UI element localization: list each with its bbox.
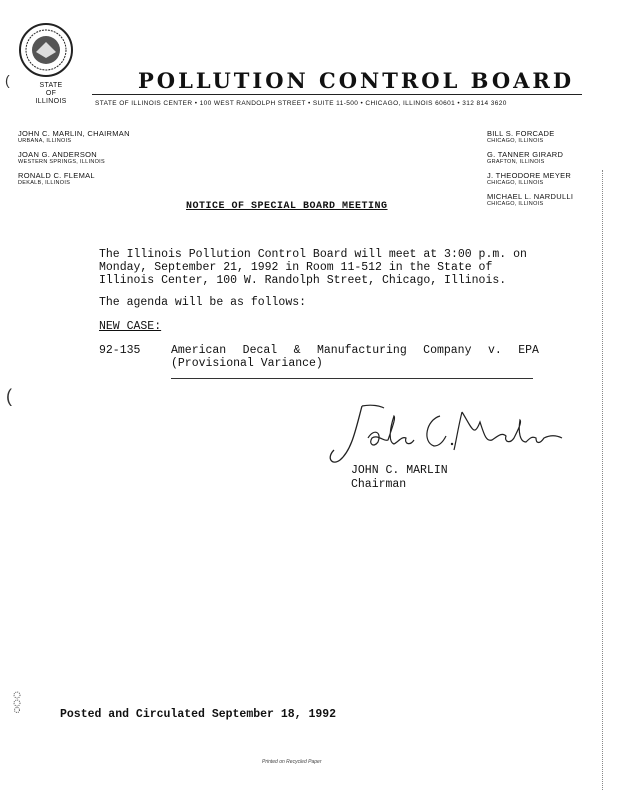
state-seal-icon xyxy=(18,22,74,78)
recycled-paper-note: Printed on Recycled Paper xyxy=(262,759,322,765)
case-rule xyxy=(171,378,533,379)
case-word: Manufacturing xyxy=(317,344,407,357)
member-entry xyxy=(18,171,130,187)
margin-mark: ( xyxy=(5,72,10,88)
case-type: (Provisional Variance) xyxy=(171,357,323,370)
member-name: G. TANNER GIRARD xyxy=(487,150,564,159)
member-entry xyxy=(487,150,573,166)
member-entry xyxy=(487,192,573,208)
page-edge xyxy=(602,170,603,790)
member-location: WESTERN SPRINGS, ILLINOIS xyxy=(18,159,105,165)
margin-mark: ( xyxy=(6,386,12,406)
member-name: JOHN C. MARLIN, CHAIRMAN xyxy=(18,129,130,138)
member-entry xyxy=(487,171,573,187)
recycle-mark-icon xyxy=(10,690,24,714)
agenda-intro: The agenda will be as follows: xyxy=(99,296,307,309)
notice-title: NOTICE OF SPECIAL BOARD MEETING xyxy=(186,201,388,212)
member-location: CHICAGO, ILLINOIS xyxy=(487,138,544,144)
member-name: MICHAEL L. NARDULLI xyxy=(487,192,574,201)
member-name: BILL S. FORCADE xyxy=(487,129,555,138)
address-line: STATE OF ILLINOIS CENTER • 100 WEST RANDOLPH STREET • SUITE 11-500 • CHICAGO, ILLINOIS 60601 • 312 814 3620 xyxy=(95,100,507,107)
member-entry xyxy=(487,129,573,145)
case-word: American xyxy=(171,344,227,357)
posted-line: Posted and Circulated September 18, 1992 xyxy=(60,708,337,721)
member-entry xyxy=(18,129,130,145)
member-location: CHICAGO, ILLINOIS xyxy=(487,180,544,186)
member-location: GRAFTON, ILLINOIS xyxy=(487,159,545,165)
case-word: & xyxy=(293,344,301,357)
case-word: Decal xyxy=(242,344,278,357)
case-number: 92-135 xyxy=(99,344,141,357)
paragraph-line: Illinois Center, 100 W. Randolph Street, Chicago, Illinois. xyxy=(99,274,507,287)
state-line-3: ILLINOIS xyxy=(35,98,67,105)
member-name: J. THEODORE MEYER xyxy=(487,171,572,180)
member-entry xyxy=(18,150,130,166)
member-name: RONALD C. FLEMAL xyxy=(18,171,95,180)
letterhead-rule xyxy=(92,94,582,95)
members-right xyxy=(487,129,573,213)
members-left xyxy=(18,129,130,192)
case-word: v. xyxy=(487,344,502,357)
notice-paragraph xyxy=(99,248,539,287)
paragraph-line: Monday, September 21, 1992 in Room 11-512 in the State of xyxy=(99,261,493,274)
case-description xyxy=(171,344,539,370)
new-case-heading: NEW CASE: xyxy=(99,320,162,333)
member-location: CHICAGO, ILLINOIS xyxy=(487,201,544,207)
signer-name: JOHN C. MARLIN xyxy=(351,464,448,477)
case-word: Company xyxy=(423,344,472,357)
state-line-2: OF xyxy=(45,90,57,97)
case-word: EPA xyxy=(518,344,539,357)
state-label xyxy=(18,82,84,106)
board-title: POLLUTION CONTROL BOARD xyxy=(138,68,575,93)
member-location: URBANA, ILLINOIS xyxy=(18,138,72,144)
member-name: JOAN G. ANDERSON xyxy=(18,150,97,159)
state-line-1: STATE xyxy=(39,82,63,89)
paragraph-line: The Illinois Pollution Control Board will meet at 3:00 p.m. on xyxy=(99,248,527,261)
signer-title: Chairman xyxy=(351,478,407,491)
case-title-line xyxy=(171,344,539,357)
signature-image xyxy=(322,398,572,473)
member-location: DEKALB, ILLINOIS xyxy=(18,180,71,186)
